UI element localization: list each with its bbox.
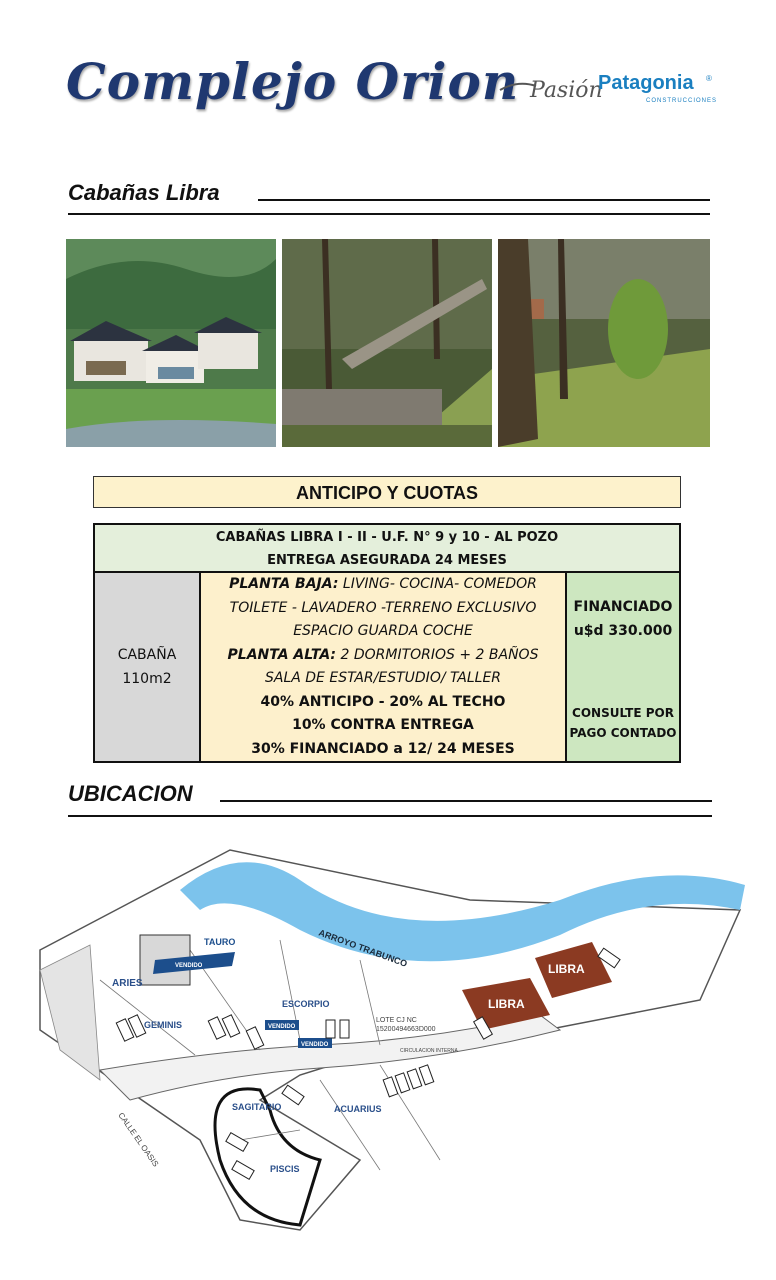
planta-baja-row (201, 573, 565, 597)
escorpio-label: ESCORPIO (282, 999, 330, 1009)
planta-alta-label: PLANTA ALTA: (227, 646, 337, 663)
price-cell (567, 573, 679, 761)
cabin-label: CABAÑA (117, 647, 177, 663)
libra-label-1: LIBRA (488, 997, 525, 1011)
lote-label-line1: LOTE CJ NC (376, 1017, 417, 1024)
planta-alta-row (201, 644, 565, 668)
brand-pasion-text: Pasión (530, 78, 603, 103)
vendido-label-1: VENDIDO (175, 963, 203, 969)
planta-baja-label: PLANTA BAJA: (229, 576, 339, 592)
aries-label: ARIES (112, 978, 143, 989)
complex-title: Complejo Orion (66, 52, 520, 111)
cabin-area: 110m2 (122, 671, 172, 687)
photo-render-cabins (66, 239, 276, 447)
description-cell (201, 573, 567, 761)
libra-label-2: LIBRA (548, 962, 585, 976)
section-title-ubicacion: UBICACION (68, 781, 193, 806)
brand-registered-mark: ® (706, 74, 712, 83)
payment-line2: 10% CONTRA ENTREGA (292, 717, 474, 733)
table-header-line1: CABAÑAS LIBRA I - II - U.F. N° 9 y 10 - AL POZO (215, 530, 559, 545)
table-header (95, 525, 679, 573)
brand-subtitle: CONSTRUCCIONES (646, 98, 718, 104)
payment-line1: 40% ANTICIPO - 20% AL TECHO (260, 693, 506, 710)
desc-line3: ESPACIO GUARDA COCHE (293, 623, 473, 639)
heading-underline-2 (220, 800, 712, 802)
brand-patagonia-text: Patagonia (598, 72, 694, 94)
sagitario-label: SAGITARIO (232, 1102, 282, 1112)
heading-rule (68, 213, 710, 215)
lote-label-line2: 15200494663D000 (376, 1026, 436, 1033)
photo-terrain-2 (498, 239, 710, 447)
brand-logo (498, 70, 718, 110)
planta-alta-text: 2 DORMITORIOS + 2 BAÑOS (340, 646, 539, 663)
heading-underline (258, 199, 710, 201)
circulacion-label: CIRCULACION INTERNA (400, 1048, 458, 1054)
heading-rule-2 (68, 815, 712, 817)
tauro-label: TAURO (204, 937, 236, 947)
photo-terrain-1 (282, 239, 492, 447)
brand-swoosh-icon (498, 80, 538, 94)
anticipo-banner: ANTICIPO Y CUOTAS (93, 476, 681, 508)
financed-label: FINANCIADO (573, 599, 673, 615)
arroyo-label: ARROYO TRABUNCO (317, 927, 409, 969)
cabin-size-cell (95, 573, 201, 761)
desc-line2: TOILETE - LAVADERO -TERRENO EXCLUSIVO (229, 599, 537, 616)
section-title-cabanas: Cabañas Libra (68, 180, 220, 205)
site-plan-map (0, 840, 776, 1260)
calle-label: CALLE EL OASIS (116, 1110, 161, 1169)
geminis-label: GEMINIS (144, 1020, 183, 1030)
cash-note-line1: CONSULTE POR (572, 706, 674, 720)
cash-note-line2: PAGO CONTADO (569, 726, 677, 740)
desc-line5: SALA DE ESTAR/ESTUDIO/ TALLER (264, 670, 502, 686)
vendido-label-2: VENDIDO (268, 1024, 296, 1030)
vendido-label-3: VENDIDO (301, 1042, 329, 1048)
price-value: u$d 330.000 (573, 623, 673, 639)
pricing-table (93, 523, 681, 763)
piscis-label: PISCIS (270, 1164, 300, 1174)
planta-baja-text: LIVING- COCINA- COMEDOR (342, 576, 537, 592)
table-header-line2: ENTREGA ASEGURADA 24 MESES (267, 553, 507, 568)
payment-line3: 30% FINANCIADO a 12/ 24 MESES (251, 740, 515, 757)
acuarius-label: ACUARIUS (334, 1104, 382, 1114)
